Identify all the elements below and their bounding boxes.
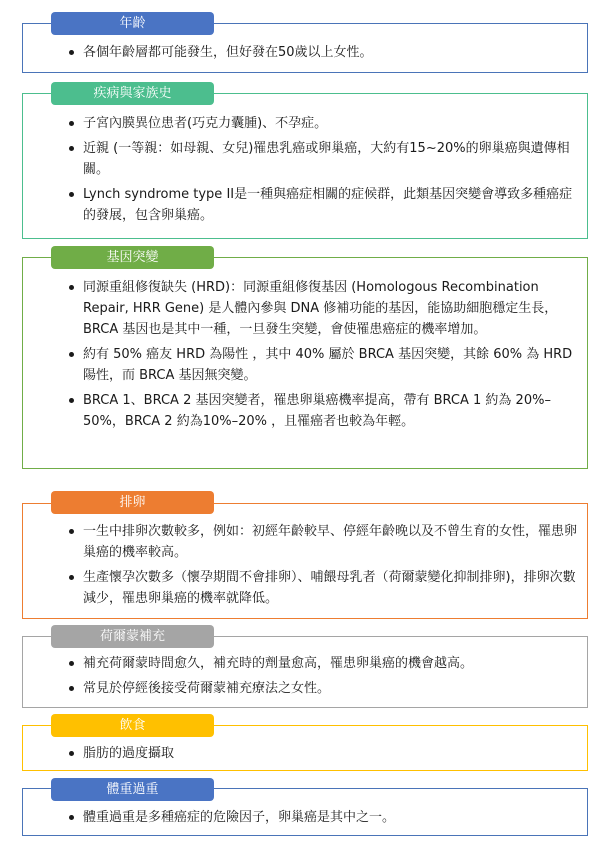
section-gene-mutation xyxy=(22,257,588,469)
section-overweight-title: 體重過重 xyxy=(51,778,214,801)
section-hormone-title: 荷爾蒙補充 xyxy=(51,625,214,648)
list-item: 生產懷孕次數多（懷孕期間不會排卵）、哺餵母乳者（荷爾蒙變化抑制排卵)，排卵次數減少，罹患卵巢癌的機率就降低。 xyxy=(69,567,577,609)
list-item: 常見於停經後接受荷爾蒙補充療法之女性。 xyxy=(69,678,577,699)
bullet-dot xyxy=(69,661,74,666)
section-age-list xyxy=(69,42,577,63)
section-diet-list xyxy=(69,743,577,764)
bullet-dot xyxy=(69,398,74,403)
section-gene-title: 基因突變 xyxy=(51,246,214,269)
section-disease-list xyxy=(69,113,577,226)
list-item: 近親 (一等親：如母親、女兒)罹患乳癌或卵巢癌，大約有15~20%的卵巢癌與遺傳相關。 xyxy=(69,138,577,180)
section-disease-title: 疾病與家族史 xyxy=(51,82,214,105)
bullet-dot xyxy=(69,751,74,756)
bullet-dot xyxy=(69,121,74,126)
list-item: 體重過重是多種癌症的危險因子，卵巢癌是其中之一。 xyxy=(69,807,577,828)
section-ovulation xyxy=(22,503,588,619)
list-item: 一生中排卵次數較多，例如：初經年齡較早、停經年齡晚以及不曾生育的女性，罹患卵巢癌的機率較高。 xyxy=(69,521,577,563)
list-item: Lynch syndrome type II是一種與癌症相關的症候群，此類基因突變會導致多種癌症的發展，包含卵巢癌。 xyxy=(69,184,577,226)
bullet-dot xyxy=(69,192,74,197)
list-item: 脂肪的過度攝取 xyxy=(69,743,577,764)
bullet-dot xyxy=(69,50,74,55)
list-item: 同源重組修復缺失 (HRD)：同源重組修復基因 (Homologous Recombination Repair, HRR Gene) 是人體內參與 DNA 修補功能的基因，能協助細胞穩定生長，BRCA 基因也是其中一種，一旦發生突變，會使罹患癌症的機率增加。 xyxy=(69,277,577,340)
bullet-dot xyxy=(69,285,74,290)
list-item: 補充荷爾蒙時間愈久，補充時的劑量愈高，罹患卵巢癌的機會越高。 xyxy=(69,653,577,674)
bullet-dot xyxy=(69,815,74,820)
section-overweight-list xyxy=(69,807,577,828)
section-ovulation-title: 排卵 xyxy=(51,491,214,514)
bullet-dot xyxy=(69,575,74,580)
list-item: 約有 50% 癌友 HRD 為陽性 ，其中 40% 屬於 BRCA 基因突變，其餘 60% 為 HRD 陽性，而 BRCA 基因無突變。 xyxy=(69,344,577,386)
section-gene-list xyxy=(69,277,577,432)
section-diet-title: 飲食 xyxy=(51,714,214,737)
bullet-dot xyxy=(69,529,74,534)
list-item: BRCA 1、BRCA 2 基因突變者，罹患卵巢癌機率提高，帶有 BRCA 1 約為 20%–50%，BRCA 2 約為10%–20% ，且罹癌者也較為年輕。 xyxy=(69,390,577,432)
list-item: 各個年齡層都可能發生，但好發在50歲以上女性。 xyxy=(69,42,577,63)
bullet-dot xyxy=(69,686,74,691)
list-item: 子宮內膜異位患者(巧克力囊腫)、不孕症。 xyxy=(69,113,577,134)
bullet-dot xyxy=(69,352,74,357)
section-disease-family xyxy=(22,93,588,239)
section-age-title: 年齡 xyxy=(51,12,214,35)
section-ovulation-list xyxy=(69,521,577,609)
section-hormone-list xyxy=(69,653,577,699)
bullet-dot xyxy=(69,146,74,151)
